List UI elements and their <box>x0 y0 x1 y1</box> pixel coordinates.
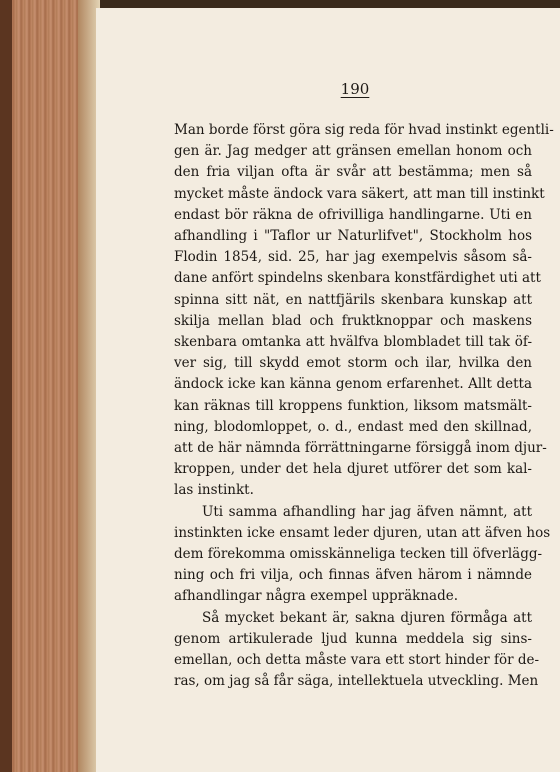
text-line: instinkten icke ensamt leder djuren, utan att äfven hos <box>174 524 551 541</box>
text-line: skenbara omtanka att hvälfva blombladet till tak öf- <box>174 334 532 351</box>
text-line: Man borde först göra sig reda för hvad instinkt egentli- <box>174 122 554 138</box>
text-line: ändock icke kan känna genom erfarenhet. Allt detta <box>174 376 532 393</box>
text-line: ras, om jag så får säga, intellektuela utveckling. Men <box>174 673 539 690</box>
text-line: spinna sitt nät, en nattfjärils skenbara kunskap att <box>174 291 532 308</box>
text-line: afhandling i "Taflor ur Naturlifvet", Stockholm hos <box>174 228 532 245</box>
text-line: ning och fri vilja, och finnas äfven härom i nämnde <box>174 567 532 584</box>
text-line: skilja mellan blad och fruktknoppar och maskens <box>174 312 532 329</box>
text-line: dane anfört spindelns skenbara konstfärdighet uti att <box>174 270 541 287</box>
text-line: ning, blodomloppet, o. d., endast med den skillnad, <box>174 418 532 435</box>
text-line: dem förekomma omisskänneliga tecken till öfverlägg- <box>174 546 543 563</box>
text-line: kroppen, under det hela djuret utförer det som kal- <box>174 461 532 478</box>
text-line: emellan, och detta måste vara ett stort hinder för de- <box>174 652 540 669</box>
text-line: ver sig, till skydd emot storm och ilar, hvilka den <box>174 355 532 372</box>
text-line: genom artikulerade ljud kunna meddela sig sins- <box>174 630 532 647</box>
text-line: Uti samma afhandling har jag äfven nämnt, att <box>202 503 532 520</box>
page-body-text <box>174 120 554 692</box>
book-page-edges <box>0 0 86 772</box>
text-line: den fria viljan ofta är svår att bestämma; men så <box>174 164 532 181</box>
text-line: endast bör räkna de ofrivilliga handlingarne. Uti en <box>174 206 532 223</box>
text-line: gen är. Jag medger att gränsen emellan honom och <box>174 143 532 160</box>
text-line: mycket måste ändock vara säkert, att man till instinkt <box>174 185 545 202</box>
text-line: las instinkt. <box>174 482 254 499</box>
text-line: att de här nämnda förrättningarne försiggå inom djur- <box>174 440 547 457</box>
text-line: afhandlingar några exempel uppräknade. <box>174 588 459 605</box>
text-line: Så mycket bekant är, sakna djuren förmåga att <box>202 609 532 626</box>
page-number: 190 <box>340 80 370 98</box>
text-line: Flodin 1854, sid. 25, har jag exempelvis såsom så- <box>174 249 532 266</box>
book-cover-edge <box>0 0 12 772</box>
text-line: kan räknas till kroppens funktion, liksom matsmält- <box>174 397 532 414</box>
